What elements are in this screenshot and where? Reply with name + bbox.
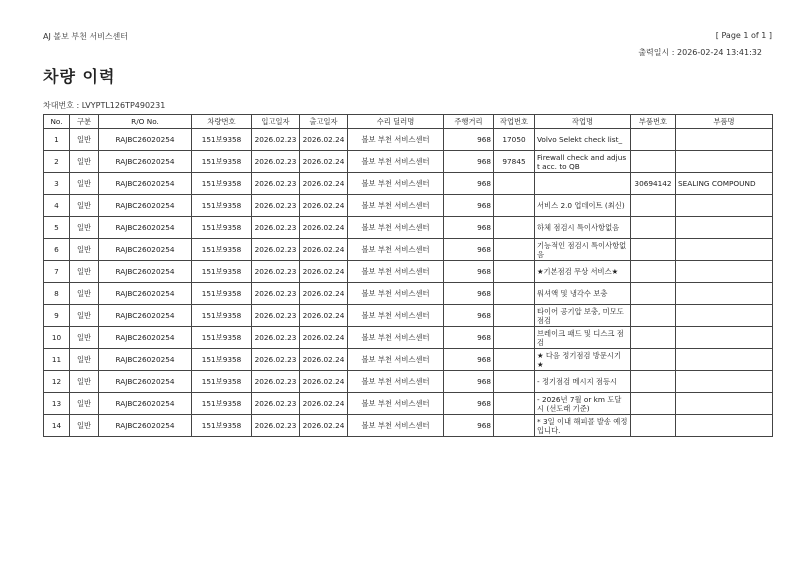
cell-job — [494, 415, 535, 437]
cell-type: 일반 — [70, 195, 99, 217]
cell-ro: RAJBC26020254 — [99, 371, 192, 393]
cell-type: 일반 — [70, 129, 99, 151]
cell-out: 2026.02.24 — [300, 239, 348, 261]
cell-km: 968 — [444, 305, 494, 327]
cell-km: 968 — [444, 129, 494, 151]
table-row — [44, 261, 773, 283]
cell-no: 2 — [44, 151, 70, 173]
cell-km: 968 — [444, 239, 494, 261]
table-row — [44, 283, 773, 305]
cell-partname — [676, 151, 773, 173]
cell-work: 하체 점검시 특이사항없음 — [535, 217, 631, 239]
cell-work: Volvo Selekt check list_ — [535, 129, 631, 151]
cell-ro: RAJBC26020254 — [99, 415, 192, 437]
cell-ro: RAJBC26020254 — [99, 217, 192, 239]
cell-job — [494, 239, 535, 261]
cell-partname — [676, 283, 773, 305]
cell-work: - 정기점검 메시지 점등시 — [535, 371, 631, 393]
col-header-ro-no: R/O No. — [99, 115, 192, 129]
cell-ro: RAJBC26020254 — [99, 283, 192, 305]
cell-plate: 151보9358 — [192, 261, 252, 283]
cell-km: 968 — [444, 217, 494, 239]
cell-plate: 151보9358 — [192, 217, 252, 239]
cell-partname — [676, 393, 773, 415]
cell-plate: 151보9358 — [192, 151, 252, 173]
cell-in: 2026.02.23 — [252, 151, 300, 173]
cell-part: 30694142 — [631, 173, 676, 195]
cell-partname — [676, 195, 773, 217]
cell-km: 968 — [444, 393, 494, 415]
cell-ro: RAJBC26020254 — [99, 261, 192, 283]
cell-type: 일반 — [70, 283, 99, 305]
cell-dealer: 볼보 부천 서비스센터 — [348, 415, 444, 437]
cell-job — [494, 327, 535, 349]
cell-km: 968 — [444, 261, 494, 283]
cell-work: ★기본점검 무상 서비스★ — [535, 261, 631, 283]
table-row — [44, 129, 773, 151]
cell-type: 일반 — [70, 173, 99, 195]
col-header-no: No. — [44, 115, 70, 129]
cell-plate: 151보9358 — [192, 239, 252, 261]
cell-dealer: 볼보 부천 서비스센터 — [348, 349, 444, 371]
cell-partname — [676, 415, 773, 437]
cell-work: Firewall check and adjust acc. to QB — [535, 151, 631, 173]
col-header-type: 구분 — [70, 115, 99, 129]
vin-number: 차대번호 : LVYPTL126TP490231 — [43, 101, 166, 110]
table-header-row — [44, 115, 773, 129]
cell-plate: 151보9358 — [192, 283, 252, 305]
cell-type: 일반 — [70, 217, 99, 239]
cell-no: 9 — [44, 305, 70, 327]
table-row — [44, 151, 773, 173]
cell-partname — [676, 305, 773, 327]
cell-in: 2026.02.23 — [252, 217, 300, 239]
col-header-part-no: 부품번호 — [631, 115, 676, 129]
cell-work: - 2026년 7월 or km 도달시 (선도래 기준) — [535, 393, 631, 415]
cell-in: 2026.02.23 — [252, 173, 300, 195]
cell-out: 2026.02.24 — [300, 261, 348, 283]
table-row — [44, 371, 773, 393]
cell-work: 타이어 공기압 보충, 미모도 점검 — [535, 305, 631, 327]
col-header-out-date: 출고일자 — [300, 115, 348, 129]
cell-type: 일반 — [70, 239, 99, 261]
cell-work: 기능적인 점검시 특이사항없음 — [535, 239, 631, 261]
cell-partname — [676, 327, 773, 349]
cell-ro: RAJBC26020254 — [99, 173, 192, 195]
cell-out: 2026.02.24 — [300, 327, 348, 349]
cell-in: 2026.02.23 — [252, 305, 300, 327]
page-indicator: [ Page 1 of 1 ] — [715, 31, 772, 40]
cell-out: 2026.02.24 — [300, 305, 348, 327]
cell-dealer: 볼보 부천 서비스센터 — [348, 151, 444, 173]
cell-type: 일반 — [70, 349, 99, 371]
cell-in: 2026.02.23 — [252, 261, 300, 283]
cell-job — [494, 195, 535, 217]
cell-job — [494, 173, 535, 195]
cell-no: 14 — [44, 415, 70, 437]
cell-type: 일반 — [70, 393, 99, 415]
cell-partname — [676, 261, 773, 283]
cell-partname — [676, 129, 773, 151]
cell-type: 일반 — [70, 305, 99, 327]
cell-out: 2026.02.24 — [300, 393, 348, 415]
cell-plate: 151보9358 — [192, 349, 252, 371]
cell-job — [494, 305, 535, 327]
cell-out: 2026.02.24 — [300, 415, 348, 437]
cell-partname — [676, 371, 773, 393]
col-header-dealer: 수리 딜러명 — [348, 115, 444, 129]
cell-job — [494, 217, 535, 239]
cell-ro: RAJBC26020254 — [99, 327, 192, 349]
printed-datetime: 출력일시 : 2026-02-24 13:41:32 — [638, 48, 762, 57]
cell-in: 2026.02.23 — [252, 195, 300, 217]
page-title: 차량 이력 — [43, 67, 116, 86]
cell-dealer: 볼보 부천 서비스센터 — [348, 239, 444, 261]
col-header-mileage: 주행거리 — [444, 115, 494, 129]
cell-part — [631, 371, 676, 393]
cell-dealer: 볼보 부천 서비스센터 — [348, 261, 444, 283]
cell-part — [631, 151, 676, 173]
cell-ro: RAJBC26020254 — [99, 129, 192, 151]
cell-no: 1 — [44, 129, 70, 151]
cell-plate: 151보9358 — [192, 129, 252, 151]
cell-in: 2026.02.23 — [252, 283, 300, 305]
cell-km: 968 — [444, 327, 494, 349]
table-row — [44, 349, 773, 371]
cell-km: 968 — [444, 283, 494, 305]
cell-in: 2026.02.23 — [252, 327, 300, 349]
col-header-work-name: 작업명 — [535, 115, 631, 129]
cell-out: 2026.02.24 — [300, 371, 348, 393]
cell-type: 일반 — [70, 415, 99, 437]
cell-dealer: 볼보 부천 서비스센터 — [348, 195, 444, 217]
cell-job — [494, 371, 535, 393]
cell-job — [494, 349, 535, 371]
cell-partname: SEALING COMPOUND — [676, 173, 773, 195]
cell-km: 968 — [444, 173, 494, 195]
cell-job — [494, 261, 535, 283]
cell-in: 2026.02.23 — [252, 349, 300, 371]
cell-dealer: 볼보 부천 서비스센터 — [348, 217, 444, 239]
cell-km: 968 — [444, 151, 494, 173]
cell-no: 3 — [44, 173, 70, 195]
cell-partname — [676, 239, 773, 261]
col-header-in-date: 입고일자 — [252, 115, 300, 129]
cell-plate: 151보9358 — [192, 195, 252, 217]
cell-part — [631, 239, 676, 261]
cell-work: 브레이크 패드 및 디스크 점검 — [535, 327, 631, 349]
cell-ro: RAJBC26020254 — [99, 151, 192, 173]
cell-part — [631, 415, 676, 437]
cell-in: 2026.02.23 — [252, 239, 300, 261]
cell-part — [631, 327, 676, 349]
table-row — [44, 195, 773, 217]
cell-job — [494, 393, 535, 415]
company-name: AJ 볼보 부천 서비스센터 — [43, 32, 129, 41]
cell-part — [631, 129, 676, 151]
cell-no: 4 — [44, 195, 70, 217]
cell-plate: 151보9358 — [192, 327, 252, 349]
cell-ro: RAJBC26020254 — [99, 349, 192, 371]
cell-dealer: 볼보 부천 서비스센터 — [348, 327, 444, 349]
cell-no: 8 — [44, 283, 70, 305]
table-row — [44, 217, 773, 239]
cell-plate: 151보9358 — [192, 371, 252, 393]
cell-job: 17050 — [494, 129, 535, 151]
table-row — [44, 305, 773, 327]
cell-work: * 3일 이내 해피콜 발송 예정입니다. — [535, 415, 631, 437]
cell-part — [631, 305, 676, 327]
cell-no: 12 — [44, 371, 70, 393]
cell-type: 일반 — [70, 261, 99, 283]
cell-part — [631, 261, 676, 283]
cell-job: 97845 — [494, 151, 535, 173]
cell-ro: RAJBC26020254 — [99, 239, 192, 261]
table-row — [44, 393, 773, 415]
cell-dealer: 볼보 부천 서비스센터 — [348, 371, 444, 393]
col-header-part-name: 부품명 — [676, 115, 773, 129]
cell-partname — [676, 349, 773, 371]
table-row — [44, 415, 773, 437]
cell-in: 2026.02.23 — [252, 415, 300, 437]
table-row — [44, 327, 773, 349]
cell-out: 2026.02.24 — [300, 129, 348, 151]
cell-no: 5 — [44, 217, 70, 239]
cell-km: 968 — [444, 349, 494, 371]
cell-out: 2026.02.24 — [300, 195, 348, 217]
cell-type: 일반 — [70, 327, 99, 349]
cell-no: 10 — [44, 327, 70, 349]
table-row — [44, 173, 773, 195]
cell-km: 968 — [444, 415, 494, 437]
cell-part — [631, 283, 676, 305]
cell-work: 워셔액 및 냉각수 보충 — [535, 283, 631, 305]
cell-out: 2026.02.24 — [300, 217, 348, 239]
cell-part — [631, 349, 676, 371]
cell-out: 2026.02.24 — [300, 173, 348, 195]
cell-work: 서비스 2.0 업데이트 (최신) — [535, 195, 631, 217]
cell-no: 13 — [44, 393, 70, 415]
cell-type: 일반 — [70, 151, 99, 173]
cell-plate: 151보9358 — [192, 305, 252, 327]
cell-part — [631, 195, 676, 217]
cell-work: ★ 다음 정기점검 방문시기 ★ — [535, 349, 631, 371]
cell-part — [631, 393, 676, 415]
cell-in: 2026.02.23 — [252, 129, 300, 151]
cell-dealer: 볼보 부천 서비스센터 — [348, 393, 444, 415]
cell-out: 2026.02.24 — [300, 283, 348, 305]
cell-out: 2026.02.24 — [300, 151, 348, 173]
cell-out: 2026.02.24 — [300, 349, 348, 371]
cell-dealer: 볼보 부천 서비스센터 — [348, 305, 444, 327]
cell-no: 7 — [44, 261, 70, 283]
cell-work — [535, 173, 631, 195]
cell-dealer: 볼보 부천 서비스센터 — [348, 129, 444, 151]
cell-dealer: 볼보 부천 서비스센터 — [348, 173, 444, 195]
cell-in: 2026.02.23 — [252, 371, 300, 393]
cell-partname — [676, 217, 773, 239]
col-header-job-no: 작업번호 — [494, 115, 535, 129]
cell-km: 968 — [444, 195, 494, 217]
cell-in: 2026.02.23 — [252, 393, 300, 415]
cell-part — [631, 217, 676, 239]
cell-job — [494, 283, 535, 305]
cell-ro: RAJBC26020254 — [99, 393, 192, 415]
cell-plate: 151보9358 — [192, 415, 252, 437]
cell-plate: 151보9358 — [192, 173, 252, 195]
cell-km: 968 — [444, 371, 494, 393]
cell-dealer: 볼보 부천 서비스센터 — [348, 283, 444, 305]
cell-no: 6 — [44, 239, 70, 261]
col-header-plate: 차량번호 — [192, 115, 252, 129]
cell-ro: RAJBC26020254 — [99, 305, 192, 327]
vehicle-history-table — [43, 114, 773, 437]
cell-plate: 151보9358 — [192, 393, 252, 415]
cell-ro: RAJBC26020254 — [99, 195, 192, 217]
cell-no: 11 — [44, 349, 70, 371]
table-row — [44, 239, 773, 261]
cell-type: 일반 — [70, 371, 99, 393]
